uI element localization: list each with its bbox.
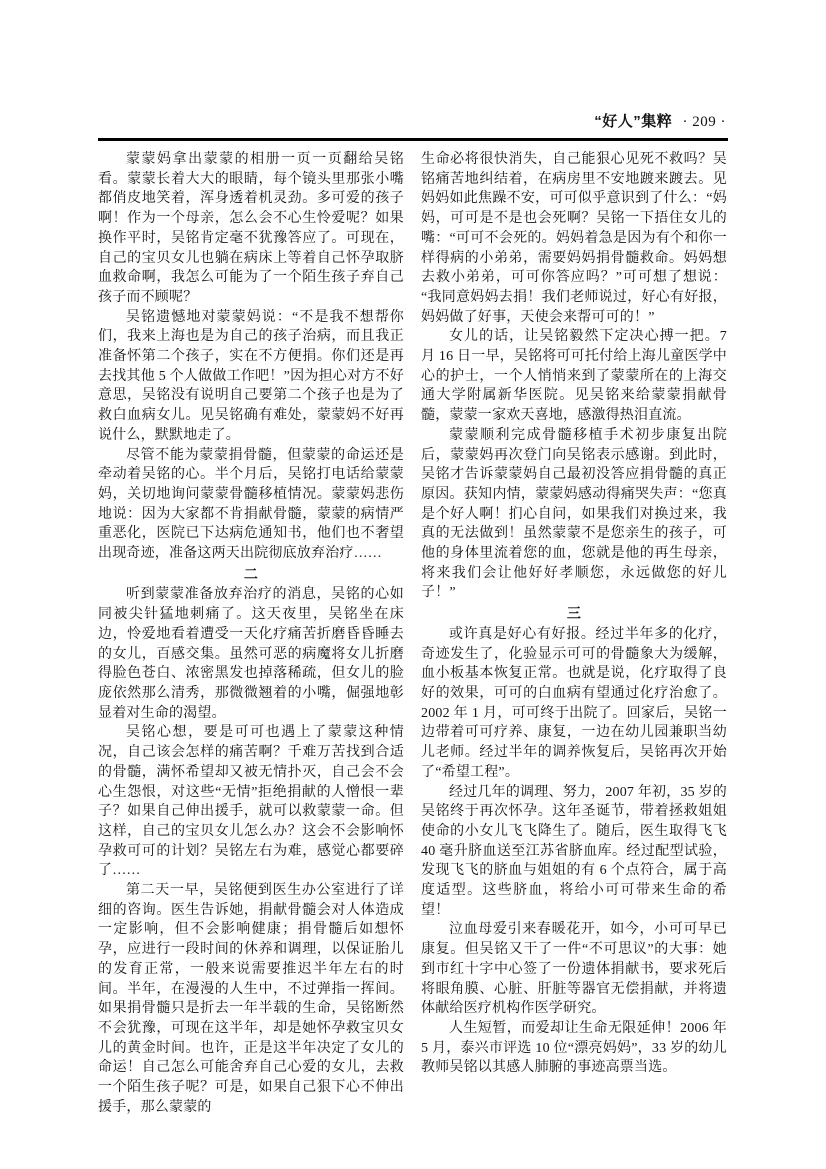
page-number: · 209 ·: [682, 114, 726, 130]
paragraph: 生命必将很快消失，自己能狠心见死不救吗？吴铭痛苦地纠结着，在病房里不安地踱来踱去。见妈妈如此焦躁不安，可可似乎意识到了什么：“妈妈，可可是不是也会死啊？吴铭一下捂住女儿的嘴：“可可不会死的。妈妈着急是因为有个和你一样得病的小弟弟，需要妈妈捐骨髓救命。妈妈想去救小弟弟，可可你答应吗？”可可想了想说：“我同意妈妈去捐！我们老师说过，好心有好报，妈妈做了好事，天使会来帮可可的！”: [421, 152, 727, 325]
paragraph: 人生短暂，而爱却让生命无限延伸！2006 年 5 月，泰兴市评选 10 位“漂亮妈妈”，33 岁的幼儿教师吴铭以其感人肺腑的事迹高票当选。: [421, 1020, 727, 1076]
section-heading-2: 二: [243, 565, 259, 582]
text-columns: [98, 150, 728, 1117]
section-heading-3: 三: [566, 605, 582, 622]
paragraph: 第二天一早，吴铭便到医生办公室进行了详细的咨询。医生告诉她，捐献骨髓会对人体造成一定影响，但不会影响健康；捐骨髓后如想怀孕，应进行一段时间的休养和调理，以保证胎儿的发育正常，一般来说需要推迟半年左右的时间。半年，在漫漫的人生中，不过弹指一挥间。如果捐骨髓只是折去一年半载的生命，吴铭断然不会犹豫，可现在这半年，却是她怀孕救宝贝女儿的黄金时间。也许，正是这半年决定了女儿的命运！自己怎么可能舍弃自己心爱的女儿，去救一个陌生孩子呢？可是，如果自己狠下心不伸出援手，那么蒙蒙的: [98, 883, 404, 1115]
paragraph: 蒙蒙妈拿出蒙蒙的相册一页一页翻给吴铭看。蒙蒙长着大大的眼睛，每个镜头里那张小嘴都俏皮地笑着，浑身透着机灵劲。多可爱的孩子啊！作为一个母亲，怎么会不心生怜爱呢？如果换作平时，吴铭肯定毫不犹豫答应了。可现在，自己的宝贝女儿也躺在病床上等着自己怀孕取脐血救命啊，我怎么可能为了一个陌生孩子弃自己孩子而不顾呢？: [98, 152, 404, 305]
paragraph: 听到蒙蒙准备放弃治疗的消息，吴铭的心如同被尖针猛地刺痛了。这天夜里，吴铭坐在床边，怜爱地看着遭受一天化疗痛苦折磨昏昏睡去的女儿，百感交集。虽然可恶的病魔将女儿折磨得脸色苍白、浓密黑发也掉落稀疏，但女儿的脸庞依然那么清秀，那微微翘着的小嘴，倔强地彰显着对生命的渴望。: [98, 587, 404, 721]
paragraph: 泣血母爱引来春暖花开，如今，小可可早已康复。但吴铭又干了一件“不可思议”的大事：她到市红十字中心签了一份遗体捐献书，要求死后将眼角膜、心脏、肝脏等器官无偿捐献，并将遗体献给医疗机构作医学研究。: [421, 922, 727, 1017]
paragraph: 女儿的话，让吴铭毅然下定决心搏一把。7 月 16 日一早，吴铭将可可托付给上海儿童医学中心的护士，一个人悄悄来到了蒙蒙所在的上海交通大学附属新华医院。见吴铭来给蒙蒙捐献骨髓，蒙蒙一家欢天喜地，感激得热泪直流。: [421, 329, 727, 424]
header-rule: [98, 138, 728, 141]
right-column: [421, 150, 727, 1117]
paragraph: 尽管不能为蒙蒙捐骨髓，但蒙蒙的命运还是牵动着吴铭的心。半个月后，吴铭打电话给蒙蒙妈，关切地询问蒙蒙骨髓移植情况。蒙蒙妈悲伤地说：因为大家都不肯捐献骨髓，蒙蒙的病情严重恶化，医院已下达病危通知书，他们也不奢望出现奇迹，准备这两天出院彻底放弃治疗……: [98, 447, 404, 562]
paragraph: 蒙蒙顺利完成骨髓移植手术初步康复出院后，蒙蒙妈再次登门向吴铭表示感谢。到此时，吴铭才告诉蒙蒙妈自己最初没答应捐骨髓的真正原因。获知内情，蒙蒙妈感动得痛哭失声：“您真是个好人啊！扪心自问，如果我们对换过来，我真的无法做到！虽然蒙蒙不是您亲生的孩子，可他的身体里流着您的血，您就是他的再生母亲，将来我们会让他好好孝顺您，永远做您的好儿子！”: [421, 427, 727, 601]
running-head: [98, 110, 728, 138]
left-column: [98, 150, 404, 1117]
paragraph: 经过几年的调理、努力，2007 年初，35 岁的吴铭终于再次怀孕。这年圣诞节，带着拯救姐姐使命的小女儿飞飞降生了。随后，医生取得飞飞 40 毫升脐血送至江苏省脐血库。经过配型试验，发现飞飞的脐血与姐姐的有 6 个点符合，属于高度适型。这些脐血，将给小可可带来生命的希望！: [421, 784, 727, 918]
paragraph: 吴铭心想，要是可可也遇上了蒙蒙这种情况，自己该会怎样的痛苦啊？千难万苦找到合适的骨髓，满怀希望却又被无情扑灭，自己会不会心生怨恨，对这些“无情”拒绝捐献的人憎恨一辈子？如果自己伸出援手，就可以救蒙蒙一命。但这样，自己的宝贝女儿怎么办？这会不会影响怀孕救可可的计划？吴铭左右为难，感觉心都要碎了……: [98, 725, 404, 879]
booklet-title: “好人”集粹: [594, 113, 673, 130]
paragraph: 或许真是好心有好报。经过半年多的化疗，奇迹发生了，化验显示可可的骨髓象大为缓解，血小板基本恢复正常。也就是说，化疗取得了良好的效果，可可的白血病有望通过化疗治愈了。2002 年 1 月，可可终于出院了。回家后，吴铭一边带着可可疗养、康复，一边在幼儿园兼职当幼儿老师。经过半年的调养恢复后，吴铭再次开始了“希望工程”。: [421, 626, 727, 780]
page-content: [98, 110, 728, 1117]
paragraph: 吴铭遗憾地对蒙蒙妈说：“不是我不想帮你们，我来上海也是为自己的孩子治病，而且我正准备怀第二个孩子，实在不方便捐。你们还是再去找其他 5 个人做做工作吧！”因为担心对方不好意思，吴铭没有说明自己要第二个孩子也是为了救白血病女儿。见吴铭确有难处，蒙蒙妈不好再说什么，默默地走了。: [98, 309, 404, 443]
